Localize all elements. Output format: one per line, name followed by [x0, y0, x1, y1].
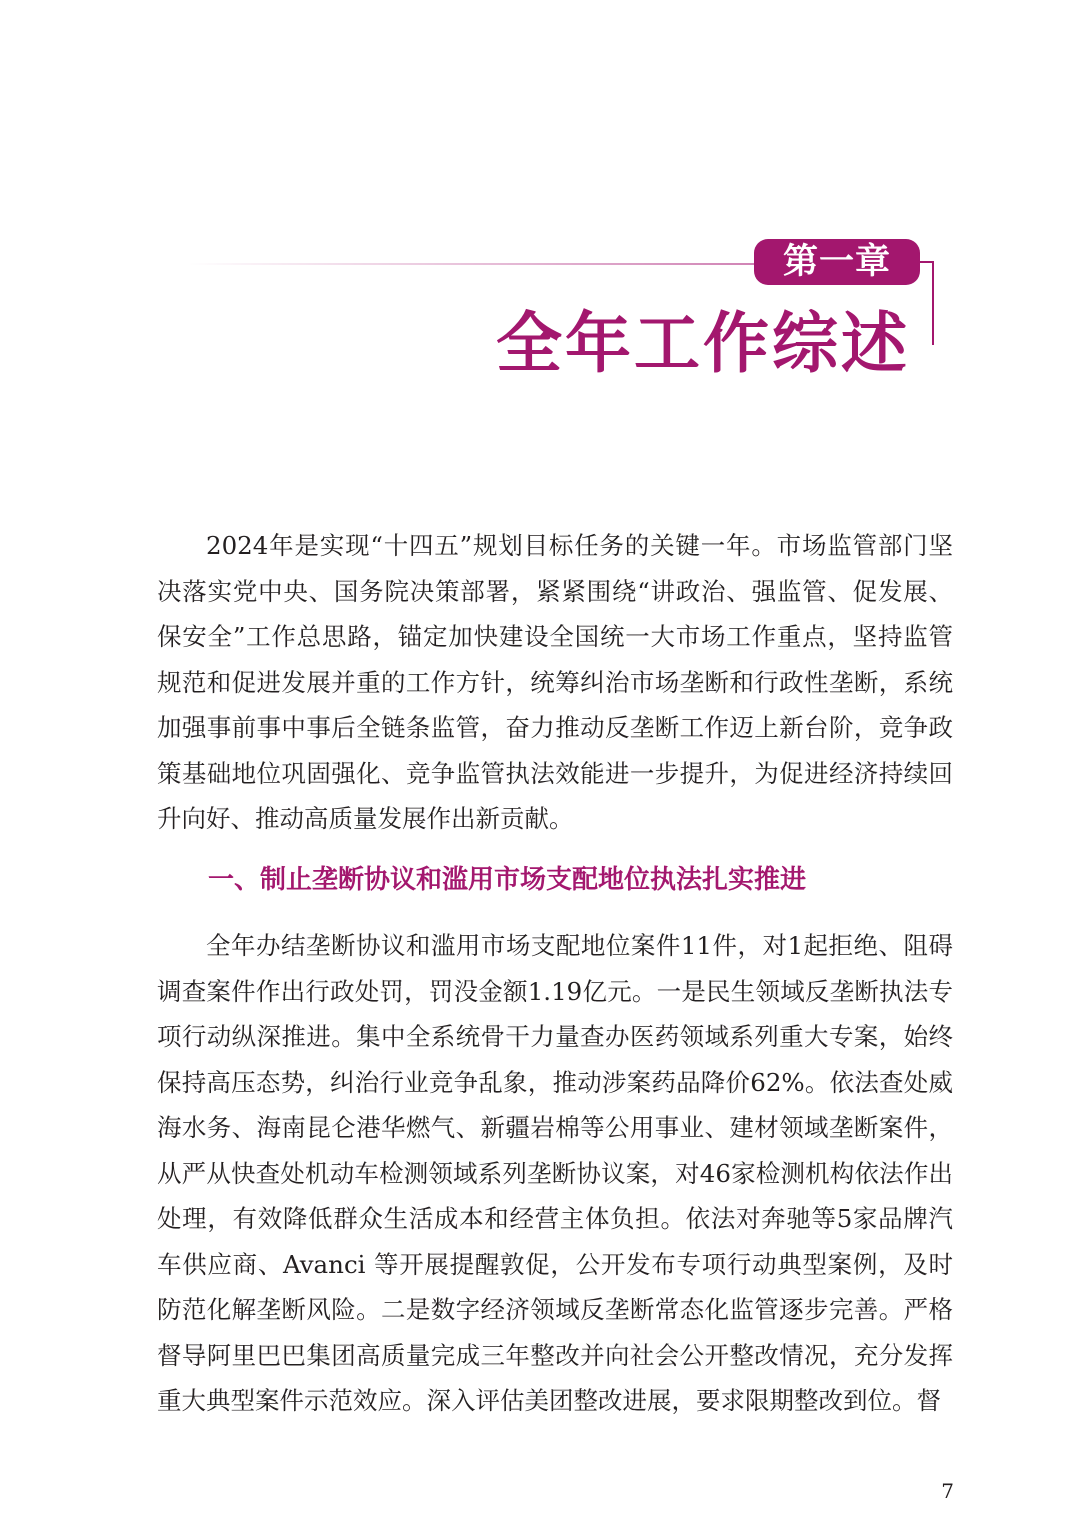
section-heading: 一、制止垄断协议和滥用市场支配地位执法扎实推进 [208, 865, 807, 895]
chapter-title: 全年工作综述 [496, 305, 910, 382]
page-number: 7 [941, 1479, 954, 1503]
section-paragraph: 全年办结垄断协议和滥用市场支配地位案件11件，对1起拒绝、阻碍调查案件作出行政处罚，罚没金额1.19亿元。一是民生领域反垄断执法专项行动纵深推进。集中全系统骨干力量查办医药领域系列重大专案，始终保持高压态势，纠治行业竞争乱象，推动涉案药品降价62%。依法查处威海水务、海南昆仑港华燃气、新疆岩棉等公用事业、建材领域垄断案件，从严从快查处机动车检测领域系列垄断协议案，对46家检测机构依法作出处理，有效降低群众生活成本和经营主体负担。依法对奔驰等5家品牌汽车供应商、Avanci 等开展提醒敦促，公开发布专项行动典型案例，及时防范化解垄断风险。二是数字经济领域反垄断常态化监管逐步完善。严格督导阿里巴巴集团高质量完成三年整改并向社会公开整改情况，充分发挥重大典型案件示范效应。深入评估美团整改进展，要求限期整改到位。督 [157, 931, 953, 1415]
chapter-title-bracket [920, 261, 934, 345]
chapter-label-badge: 第一章 [754, 239, 920, 285]
chapter-header-rule [188, 263, 754, 265]
intro-paragraph: 2024年是实现“十四五”规划目标任务的关键一年。市场监管部门坚决落实党中央、国务院决策部署，紧紧围绕“讲政治、强监管、促发展、保安全”工作总思路，锚定加快建设全国统一大市场工作重点，坚持监管规范和促进发展并重的工作方针，统筹纠治市场垄断和行政性垄断，系统加强事前事中事后全链条监管，奋力推动反垄断工作迈上新台阶，竞争政策基础地位巩固强化、竞争监管执法效能进一步提升，为促进经济持续回升向好、推动高质量发展作出新贡献。 [157, 531, 953, 833]
